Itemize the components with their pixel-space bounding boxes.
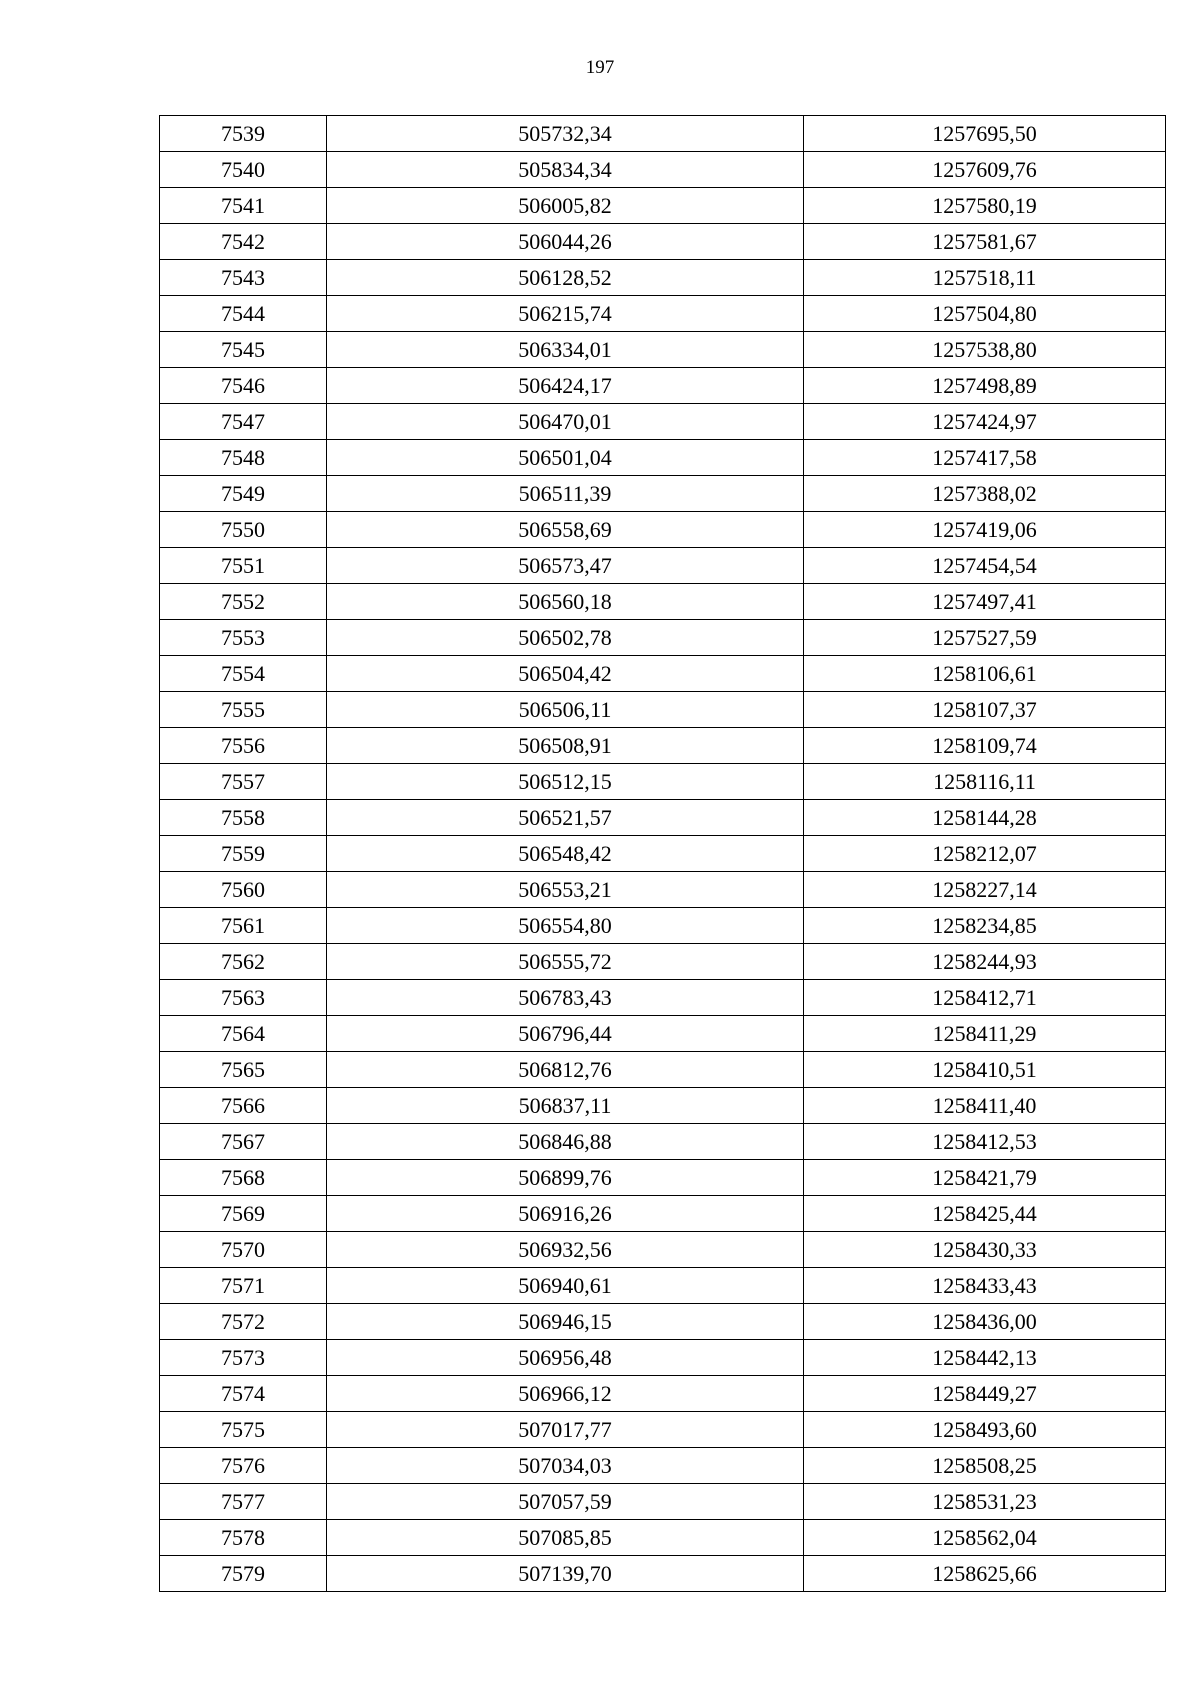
x-coordinate-cell: 506501,04 <box>327 440 804 476</box>
coordinates-table <box>159 115 1166 1592</box>
x-coordinate-cell: 506558,69 <box>327 512 804 548</box>
x-coordinate-cell: 505834,34 <box>327 152 804 188</box>
y-coordinate-cell: 1257419,06 <box>804 512 1166 548</box>
y-coordinate-cell: 1257504,80 <box>804 296 1166 332</box>
point-number-cell: 7545 <box>160 332 327 368</box>
table-row <box>160 404 1166 440</box>
x-coordinate-cell: 507034,03 <box>327 1448 804 1484</box>
point-number-cell: 7578 <box>160 1520 327 1556</box>
y-coordinate-cell: 1257609,76 <box>804 152 1166 188</box>
point-number-cell: 7571 <box>160 1268 327 1304</box>
point-number-cell: 7575 <box>160 1412 327 1448</box>
table-row <box>160 512 1166 548</box>
x-coordinate-cell: 507057,59 <box>327 1484 804 1520</box>
y-coordinate-cell: 1257388,02 <box>804 476 1166 512</box>
x-coordinate-cell: 506554,80 <box>327 908 804 944</box>
y-coordinate-cell: 1258412,53 <box>804 1124 1166 1160</box>
y-coordinate-cell: 1257581,67 <box>804 224 1166 260</box>
table-row <box>160 800 1166 836</box>
table-row <box>160 1448 1166 1484</box>
y-coordinate-cell: 1258107,37 <box>804 692 1166 728</box>
y-coordinate-cell: 1258212,07 <box>804 836 1166 872</box>
table-row <box>160 1016 1166 1052</box>
point-number-cell: 7555 <box>160 692 327 728</box>
y-coordinate-cell: 1258234,85 <box>804 908 1166 944</box>
table-row <box>160 764 1166 800</box>
point-number-cell: 7542 <box>160 224 327 260</box>
x-coordinate-cell: 506560,18 <box>327 584 804 620</box>
point-number-cell: 7577 <box>160 1484 327 1520</box>
point-number-cell: 7548 <box>160 440 327 476</box>
table-row <box>160 260 1166 296</box>
point-number-cell: 7567 <box>160 1124 327 1160</box>
point-number-cell: 7565 <box>160 1052 327 1088</box>
x-coordinate-cell: 506555,72 <box>327 944 804 980</box>
y-coordinate-cell: 1258227,14 <box>804 872 1166 908</box>
y-coordinate-cell: 1258625,66 <box>804 1556 1166 1592</box>
x-coordinate-cell: 506573,47 <box>327 548 804 584</box>
table-row <box>160 116 1166 152</box>
point-number-cell: 7558 <box>160 800 327 836</box>
table-row <box>160 476 1166 512</box>
point-number-cell: 7563 <box>160 980 327 1016</box>
point-number-cell: 7574 <box>160 1376 327 1412</box>
x-coordinate-cell: 507139,70 <box>327 1556 804 1592</box>
x-coordinate-cell: 506511,39 <box>327 476 804 512</box>
table-row <box>160 872 1166 908</box>
x-coordinate-cell: 506846,88 <box>327 1124 804 1160</box>
point-number-cell: 7556 <box>160 728 327 764</box>
y-coordinate-cell: 1257518,11 <box>804 260 1166 296</box>
x-coordinate-cell: 506334,01 <box>327 332 804 368</box>
y-coordinate-cell: 1258411,40 <box>804 1088 1166 1124</box>
table-row <box>160 1160 1166 1196</box>
y-coordinate-cell: 1257424,97 <box>804 404 1166 440</box>
table-row <box>160 944 1166 980</box>
y-coordinate-cell: 1258412,71 <box>804 980 1166 1016</box>
x-coordinate-cell: 507085,85 <box>327 1520 804 1556</box>
point-number-cell: 7551 <box>160 548 327 584</box>
x-coordinate-cell: 506812,76 <box>327 1052 804 1088</box>
table-row <box>160 1088 1166 1124</box>
table-row <box>160 368 1166 404</box>
y-coordinate-cell: 1258411,29 <box>804 1016 1166 1052</box>
table-row <box>160 692 1166 728</box>
y-coordinate-cell: 1258109,74 <box>804 728 1166 764</box>
point-number-cell: 7540 <box>160 152 327 188</box>
x-coordinate-cell: 506899,76 <box>327 1160 804 1196</box>
point-number-cell: 7554 <box>160 656 327 692</box>
x-coordinate-cell: 506470,01 <box>327 404 804 440</box>
y-coordinate-cell: 1257527,59 <box>804 620 1166 656</box>
y-coordinate-cell: 1257695,50 <box>804 116 1166 152</box>
y-coordinate-cell: 1258449,27 <box>804 1376 1166 1412</box>
point-number-cell: 7576 <box>160 1448 327 1484</box>
y-coordinate-cell: 1258508,25 <box>804 1448 1166 1484</box>
point-number-cell: 7544 <box>160 296 327 332</box>
point-number-cell: 7543 <box>160 260 327 296</box>
table-row <box>160 728 1166 764</box>
table-row <box>160 152 1166 188</box>
point-number-cell: 7541 <box>160 188 327 224</box>
y-coordinate-cell: 1257538,80 <box>804 332 1166 368</box>
y-coordinate-cell: 1258106,61 <box>804 656 1166 692</box>
point-number-cell: 7573 <box>160 1340 327 1376</box>
x-coordinate-cell: 506783,43 <box>327 980 804 1016</box>
coordinates-table-body <box>160 116 1166 1592</box>
point-number-cell: 7564 <box>160 1016 327 1052</box>
point-number-cell: 7568 <box>160 1160 327 1196</box>
point-number-cell: 7552 <box>160 584 327 620</box>
y-coordinate-cell: 1257580,19 <box>804 188 1166 224</box>
table-row <box>160 1232 1166 1268</box>
table-row <box>160 332 1166 368</box>
point-number-cell: 7569 <box>160 1196 327 1232</box>
x-coordinate-cell: 506005,82 <box>327 188 804 224</box>
table-row <box>160 1556 1166 1592</box>
x-coordinate-cell: 506796,44 <box>327 1016 804 1052</box>
point-number-cell: 7560 <box>160 872 327 908</box>
y-coordinate-cell: 1258410,51 <box>804 1052 1166 1088</box>
x-coordinate-cell: 506508,91 <box>327 728 804 764</box>
point-number-cell: 7549 <box>160 476 327 512</box>
point-number-cell: 7557 <box>160 764 327 800</box>
x-coordinate-cell: 506946,15 <box>327 1304 804 1340</box>
point-number-cell: 7572 <box>160 1304 327 1340</box>
y-coordinate-cell: 1257497,41 <box>804 584 1166 620</box>
point-number-cell: 7562 <box>160 944 327 980</box>
table-row <box>160 836 1166 872</box>
y-coordinate-cell: 1258531,23 <box>804 1484 1166 1520</box>
x-coordinate-cell: 506215,74 <box>327 296 804 332</box>
table-row <box>160 1268 1166 1304</box>
point-number-cell: 7547 <box>160 404 327 440</box>
x-coordinate-cell: 506548,42 <box>327 836 804 872</box>
table-row <box>160 620 1166 656</box>
y-coordinate-cell: 1258144,28 <box>804 800 1166 836</box>
x-coordinate-cell: 506521,57 <box>327 800 804 836</box>
y-coordinate-cell: 1258436,00 <box>804 1304 1166 1340</box>
y-coordinate-cell: 1258421,79 <box>804 1160 1166 1196</box>
page-number: 197 <box>585 57 615 78</box>
x-coordinate-cell: 506966,12 <box>327 1376 804 1412</box>
x-coordinate-cell: 506512,15 <box>327 764 804 800</box>
table-row <box>160 1520 1166 1556</box>
table-row <box>160 296 1166 332</box>
point-number-cell: 7566 <box>160 1088 327 1124</box>
x-coordinate-cell: 506940,61 <box>327 1268 804 1304</box>
table-row <box>160 1304 1166 1340</box>
point-number-cell: 7539 <box>160 116 327 152</box>
table-row <box>160 1196 1166 1232</box>
point-number-cell: 7570 <box>160 1232 327 1268</box>
point-number-cell: 7561 <box>160 908 327 944</box>
table-row <box>160 1124 1166 1160</box>
y-coordinate-cell: 1258433,43 <box>804 1268 1166 1304</box>
table-row <box>160 584 1166 620</box>
y-coordinate-cell: 1258562,04 <box>804 1520 1166 1556</box>
x-coordinate-cell: 505732,34 <box>327 116 804 152</box>
x-coordinate-cell: 506932,56 <box>327 1232 804 1268</box>
point-number-cell: 7553 <box>160 620 327 656</box>
table-row <box>160 656 1166 692</box>
point-number-cell: 7579 <box>160 1556 327 1592</box>
table-row <box>160 1340 1166 1376</box>
y-coordinate-cell: 1258430,33 <box>804 1232 1166 1268</box>
y-coordinate-cell: 1258425,44 <box>804 1196 1166 1232</box>
x-coordinate-cell: 506502,78 <box>327 620 804 656</box>
point-number-cell: 7550 <box>160 512 327 548</box>
table-row <box>160 224 1166 260</box>
y-coordinate-cell: 1258493,60 <box>804 1412 1166 1448</box>
x-coordinate-cell: 506916,26 <box>327 1196 804 1232</box>
x-coordinate-cell: 506504,42 <box>327 656 804 692</box>
table-row <box>160 440 1166 476</box>
table-row <box>160 980 1166 1016</box>
x-coordinate-cell: 506553,21 <box>327 872 804 908</box>
x-coordinate-cell: 506044,26 <box>327 224 804 260</box>
table-row <box>160 1484 1166 1520</box>
table-row <box>160 188 1166 224</box>
y-coordinate-cell: 1257498,89 <box>804 368 1166 404</box>
y-coordinate-cell: 1258116,11 <box>804 764 1166 800</box>
table-row <box>160 1412 1166 1448</box>
x-coordinate-cell: 506837,11 <box>327 1088 804 1124</box>
point-number-cell: 7546 <box>160 368 327 404</box>
y-coordinate-cell: 1258244,93 <box>804 944 1166 980</box>
table-row <box>160 548 1166 584</box>
table-row <box>160 1052 1166 1088</box>
y-coordinate-cell: 1257417,58 <box>804 440 1166 476</box>
x-coordinate-cell: 506424,17 <box>327 368 804 404</box>
point-number-cell: 7559 <box>160 836 327 872</box>
x-coordinate-cell: 506956,48 <box>327 1340 804 1376</box>
table-row <box>160 1376 1166 1412</box>
y-coordinate-cell: 1258442,13 <box>804 1340 1166 1376</box>
table-row <box>160 908 1166 944</box>
x-coordinate-cell: 507017,77 <box>327 1412 804 1448</box>
x-coordinate-cell: 506506,11 <box>327 692 804 728</box>
y-coordinate-cell: 1257454,54 <box>804 548 1166 584</box>
x-coordinate-cell: 506128,52 <box>327 260 804 296</box>
